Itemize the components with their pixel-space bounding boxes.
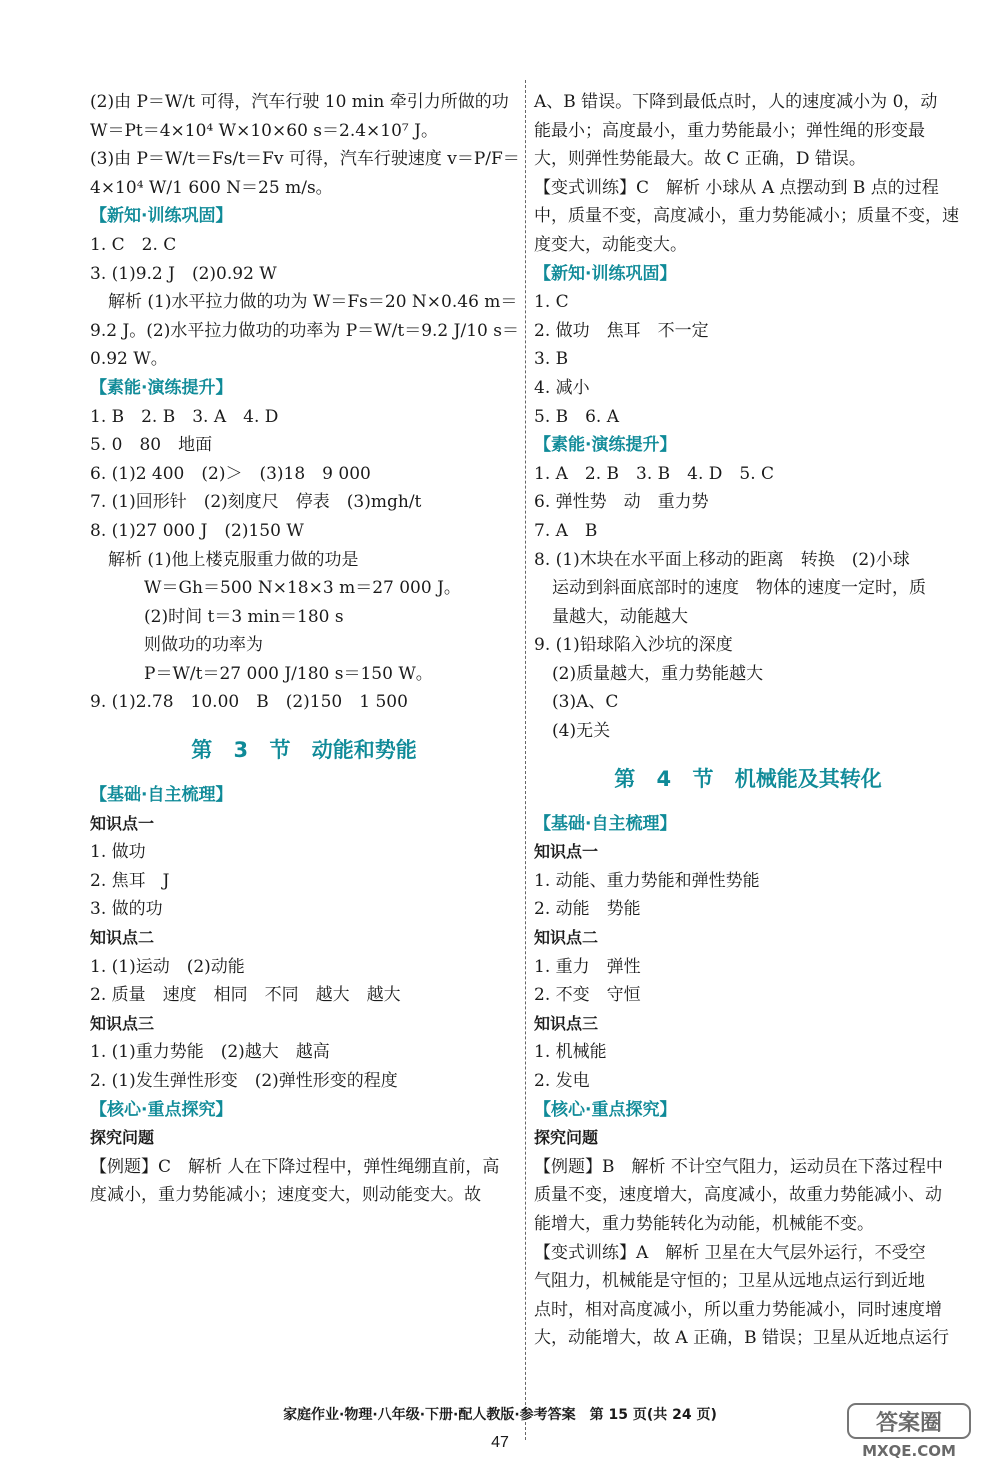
answer-line: (2)时间 t＝3 min＝180 s	[144, 606, 344, 627]
answer-line: 度变大，动能变大。	[534, 234, 687, 255]
answer-line: 质量不变，速度增大，高度减小，故重力势能减小、动	[534, 1185, 942, 1206]
subsection-label: 知识点一	[90, 813, 155, 833]
answer-line: (2)由 P＝W/t 可得，汽车行驶 10 min 牵引力所做的功	[90, 92, 509, 112]
section-header: 【基础·自主梳理】	[90, 785, 233, 806]
answer-line: 4. 减小	[534, 377, 590, 398]
subsection-label: 知识点一	[534, 842, 599, 862]
answer-line: 1. A 2. B 3. B 4. D 5. C	[534, 463, 775, 484]
left-column	[90, 88, 518, 1210]
answer-line: 8. (1)27 000 J (2)150 W	[90, 520, 304, 541]
answer-line: 9.2 J。(2)水平拉力做功的功率为 P＝W/t＝9.2 J/10 s＝	[90, 320, 519, 341]
answer-line: 2. 发电	[534, 1071, 590, 1091]
answer-line: 6. (1)2 400 (2)＞ (3)18 9 000	[90, 463, 371, 484]
answer-line: 7. (1)回形针 (2)刻度尺 停表 (3)mgh/t	[90, 492, 422, 513]
answer-line: 【变式训练】C 解析 小球从 A 点摆动到 B 点的过程	[534, 177, 939, 198]
answer-line: 【变式训练】A 解析 卫星在大气层外运行，不受空	[534, 1242, 926, 1263]
answer-line: 5. 0 80 地面	[90, 435, 213, 456]
right-column	[534, 88, 962, 1353]
answer-line: 3. B	[534, 349, 569, 370]
answer-line: 则做功的功率为	[144, 635, 263, 656]
answer-line: 1. 机械能	[534, 1042, 607, 1063]
answer-line: 1. 做功	[90, 842, 146, 863]
section-title: 第 4 节 机械能及其转化	[614, 766, 882, 791]
answer-line: (3)由 P＝W/t＝Fs/t＝Fv 可得，汽车行驶速度 v＝P/F＝	[90, 149, 520, 170]
answer-line: (4)无关	[552, 721, 611, 742]
answer-line: 1. B 2. B 3. A 4. D	[90, 406, 279, 427]
answer-line: 2. 焦耳 J	[90, 870, 170, 891]
answer-line: A、B 错误。下降到最低点时，人的速度减小为 0，动	[534, 92, 938, 112]
answer-line: 大，则弹性势能最大。故 C 正确，D 错误。	[534, 149, 866, 170]
section-header: 【核心·重点探究】	[90, 1099, 233, 1120]
answer-line: 能增大，重力势能转化为动能，机械能不变。	[534, 1213, 874, 1234]
answer-line: 运动到斜面底部时的速度 物体的速度一定时，质	[552, 578, 926, 599]
watermark-logo	[846, 1402, 972, 1460]
answer-line: W＝Pt＝4×10⁴ W×10×60 s＝2.4×10⁷ J。	[90, 120, 438, 141]
subsection-label: 知识点二	[90, 928, 155, 948]
answer-line: W＝Gh＝500 N×18×3 m＝27 000 J。	[144, 578, 461, 599]
watermark-url: MXQE.COM	[862, 1442, 956, 1460]
answer-line: 【例题】C 解析 人在下降过程中，弹性绳绷直前，高	[90, 1156, 500, 1177]
answer-line: 2. 质量 速度 相同 不同 越大 越大	[90, 985, 401, 1006]
section-header: 【素能·演练提升】	[534, 435, 677, 456]
answer-line: 度减小，重力势能减小；速度变大，则动能变大。故	[90, 1185, 481, 1206]
answer-line: (3)A、C	[552, 692, 619, 713]
column-divider	[525, 80, 526, 1440]
answer-line: 2. (1)发生弹性形变 (2)弹性形变的程度	[90, 1071, 398, 1091]
section-title: 第 3 节 动能和势能	[191, 738, 417, 763]
answer-line: P＝W/t＝27 000 J/180 s＝150 W。	[144, 663, 433, 684]
section-header: 【新知·训练巩固】	[90, 206, 233, 227]
answer-line: 量越大，动能越大	[552, 606, 688, 627]
answer-line: 6. 弹性势 动 重力势	[534, 492, 709, 513]
answer-line: 2. 不变 守恒	[534, 985, 641, 1006]
section-header: 【新知·训练巩固】	[534, 263, 677, 284]
watermark-title: 答案圈	[875, 1411, 943, 1436]
subsection-label: 探究问题	[90, 1128, 155, 1148]
answer-line: 1. C 2. C	[90, 234, 177, 255]
subsection-label: 知识点三	[90, 1013, 155, 1033]
page-footer: 家庭作业·物理·八年级·下册·配人教版·参考答案 第 15 页(共 24 页)	[283, 1407, 717, 1423]
subsection-label: 知识点三	[534, 1013, 599, 1033]
answer-line: 7. A B	[534, 520, 598, 541]
answer-line: 能最小；高度最小，重力势能最小；弹性绳的形变最	[534, 120, 925, 141]
answer-line: 气阻力，机械能是守恒的；卫星从远地点运行到近地	[534, 1271, 925, 1292]
subsection-label: 探究问题	[534, 1128, 599, 1148]
answer-line: 1. (1)运动 (2)动能	[90, 956, 245, 977]
answer-line: 8. (1)木块在水平面上移动的距离 转换 (2)小球	[534, 549, 910, 570]
answer-line: 中，质量不变，高度减小，重力势能减小；质量不变，速	[534, 206, 959, 227]
answer-line: 1. (1)重力势能 (2)越大 越高	[90, 1042, 330, 1063]
answer-line: 解析 (1)他上楼克服重力做的功是	[108, 549, 359, 570]
subsection-label: 知识点二	[534, 928, 599, 948]
section-header: 【核心·重点探究】	[534, 1099, 677, 1120]
answer-line: 9. (1)铅球陷入沙坑的深度	[534, 635, 733, 656]
answer-line: 1. C	[534, 292, 569, 313]
section-header: 【素能·演练提升】	[90, 377, 233, 398]
answer-line: 1. 动能、重力势能和弹性势能	[534, 870, 760, 891]
answer-line: (2)质量越大，重力势能越大	[552, 663, 764, 684]
answer-line: 5. B 6. A	[534, 406, 620, 427]
answer-line: 【例题】B 解析 不计空气阻力，运动员在下落过程中	[534, 1156, 943, 1177]
answer-line: 2. 做功 焦耳 不一定	[534, 320, 709, 341]
answer-line: 解析 (1)水平拉力做的功为 W＝Fs＝20 N×0.46 m＝	[108, 292, 518, 313]
section-header: 【基础·自主梳理】	[534, 813, 677, 834]
answer-line: 0.92 W。	[90, 349, 168, 370]
page-number: 47	[491, 1434, 509, 1451]
answer-line: 点时，相对高度减小，所以重力势能减小，同时速度增	[534, 1299, 942, 1320]
answer-line: 1. 重力 弹性	[534, 956, 641, 977]
answer-line: 3. 做的功	[90, 899, 163, 920]
answer-line: 2. 动能 势能	[534, 899, 641, 920]
answer-line: 9. (1)2.78 10.00 B (2)150 1 500	[90, 692, 408, 713]
answer-line: 大，动能增大，故 A 正确，B 错误；卫星从近地点运行	[534, 1328, 949, 1349]
answer-line: 4×10⁴ W/1 600 N＝25 m/s。	[90, 177, 333, 198]
answer-line: 3. (1)9.2 J (2)0.92 W	[90, 263, 277, 284]
